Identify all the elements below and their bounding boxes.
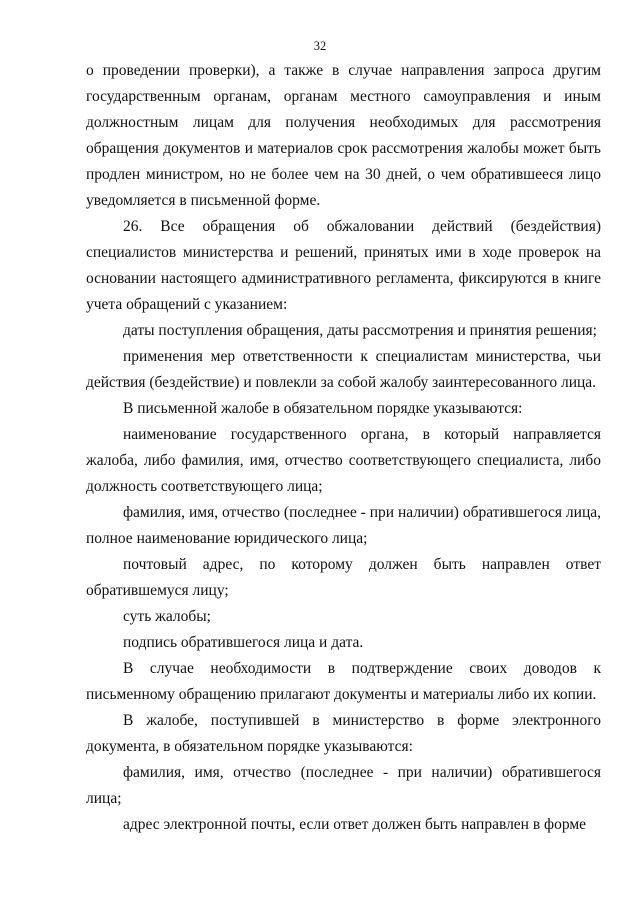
paragraph: В случае необходимости в подтверждение своих доводов к письменному обращению прилагают документы и материалы либо их копии. <box>86 660 601 703</box>
document-body <box>86 58 601 838</box>
paragraph: В жалобе, поступившей в министерство в форме электронного документа, в обязательном порядке указываются: <box>86 712 601 755</box>
paragraph: В письменной жалобе в обязательном порядке указываются: <box>123 400 523 417</box>
list-item: наименование государственного органа, в который направляется жалоба, либо фамилия, имя, отчество соответствующего специалиста, либо должность соответствующего лица; <box>86 426 601 495</box>
list-item: фамилия, имя, отчество (последнее - при наличии) обратившегося лица, полное наименование юридического лица; <box>86 504 601 547</box>
list-item: применения мер ответственности к специалистам министерства, чьи действия (бездействие) и повлекли за собой жалобу заинтересованного лица. <box>86 348 601 391</box>
list-item: адрес электронной почты, если ответ должен быть направлен в форме <box>123 816 587 833</box>
list-item: почтовый адрес, по которому должен быть направлен ответ обратившемуся лицу; <box>86 556 601 599</box>
list-item: даты поступления обращения, даты рассмотрения и принятия решения; <box>123 322 597 339</box>
list-item: фамилия, имя, отчество (последнее - при наличии) обратившегося лица; <box>86 764 601 807</box>
list-item: суть жалобы; <box>123 608 211 625</box>
paragraph: 26. Все обращения об обжаловании действий (бездействия) специалистов министерства и решений, принятых ими в ходе проверок на основании настоящего административного регламента, фиксируются в книге учета обращений с указанием: <box>86 218 601 313</box>
page-number: 32 <box>313 39 327 53</box>
list-item: подпись обратившегося лица и дата. <box>123 634 364 651</box>
paragraph: о проведении проверки), а также в случае направления запроса другим государственным органам, органам местного самоуправления и иным должностным лицам для получения необходимых для рассмотрения обращения документов и материалов срок рассмотрения жалобы может быть продлен министром, но не более чем на 30 дней, о чем обратившееся лицо уведомляется в письменной форме. <box>86 62 601 209</box>
